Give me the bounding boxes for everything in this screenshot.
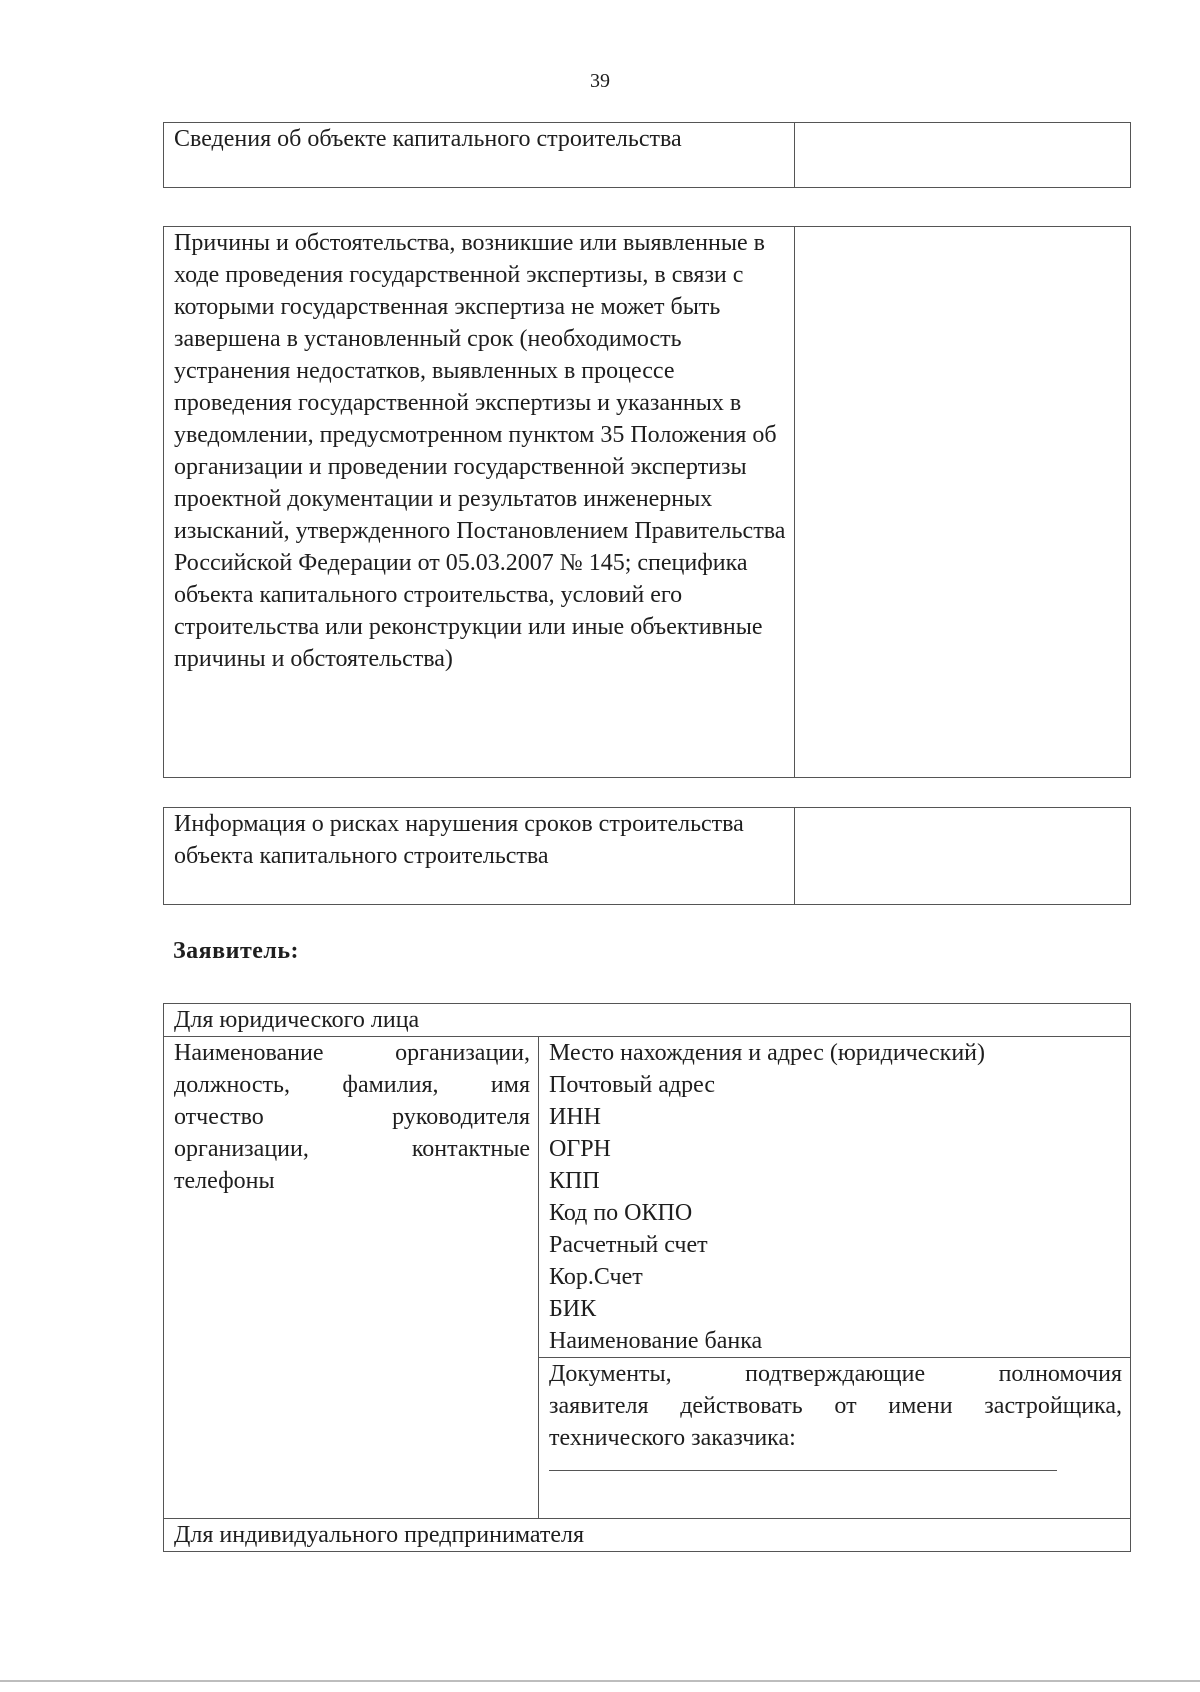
risks-value <box>795 808 1131 905</box>
applicant-table <box>163 1003 1131 1552</box>
authority-documents-cell <box>539 1358 1131 1519</box>
authority-documents-line1: Документы, подтверждающие полномочия <box>549 1361 1122 1387</box>
scan-edge-line <box>0 1680 1200 1682</box>
reasons-label: Причины и обстоятельства, возникшие или выявленные в ходе проведения государственной экспертизы, в связи с которыми государственная экспертиза не может быть завершена в установленный срок (необходимость устранения недостатков, выявленных в процессе проведения государственной экспертизы и указанных в уведомлении, предусмотренном пунктом 35 Положения об организации и проведении государственной экспертизы проектной документации и результатов инженерных изысканий, утвержденного Постановлением Правительства Российской Федерации от 05.03.2007 № 145; специфика объекта капитального строительства, условий его строительства или реконструкции или иные объективные причины и обстоятельства) <box>164 227 795 778</box>
requisite-bank-name: Наименование банка <box>549 1328 763 1354</box>
object-info-label: Сведения об объекте капитального строительства <box>164 123 795 188</box>
applicant-heading: Заявитель: <box>173 938 300 964</box>
reasons-table <box>163 226 1131 778</box>
authority-documents-rest: заявителя действовать от имени застройщика, технического заказчика: <box>549 1393 1122 1451</box>
signature-line <box>549 1470 1057 1471</box>
object-info-value <box>795 123 1131 188</box>
reasons-value <box>795 227 1131 778</box>
requisite-postal-address: Почтовый адрес <box>549 1072 716 1098</box>
legal-entity-header: Для юридического лица <box>164 1004 1131 1037</box>
requisite-okpo: Код по ОКПО <box>549 1200 693 1226</box>
requisite-kpp: КПП <box>549 1168 600 1194</box>
requisites-cell <box>539 1037 1131 1358</box>
org-description: Наименование организации, должность, фамилия, имя отчество руководителя организации, контактные телефоны <box>164 1037 539 1519</box>
risks-table <box>163 807 1131 905</box>
requisite-account: Расчетный счет <box>549 1232 708 1258</box>
object-info-table <box>163 122 1131 188</box>
risks-label: Информация о рисках нарушения сроков строительства объекта капитального строительства <box>164 808 795 905</box>
individual-entrepreneur-header: Для индивидуального предпринимателя <box>164 1519 1131 1552</box>
requisite-address: Место нахождения и адрес (юридический) <box>549 1040 985 1066</box>
requisite-corr-account: Кор.Счет <box>549 1264 643 1290</box>
page-number: 39 <box>590 70 610 92</box>
requisite-bik: БИК <box>549 1296 597 1322</box>
requisite-inn: ИНН <box>549 1104 601 1130</box>
requisite-ogrn: ОГРН <box>549 1136 611 1162</box>
